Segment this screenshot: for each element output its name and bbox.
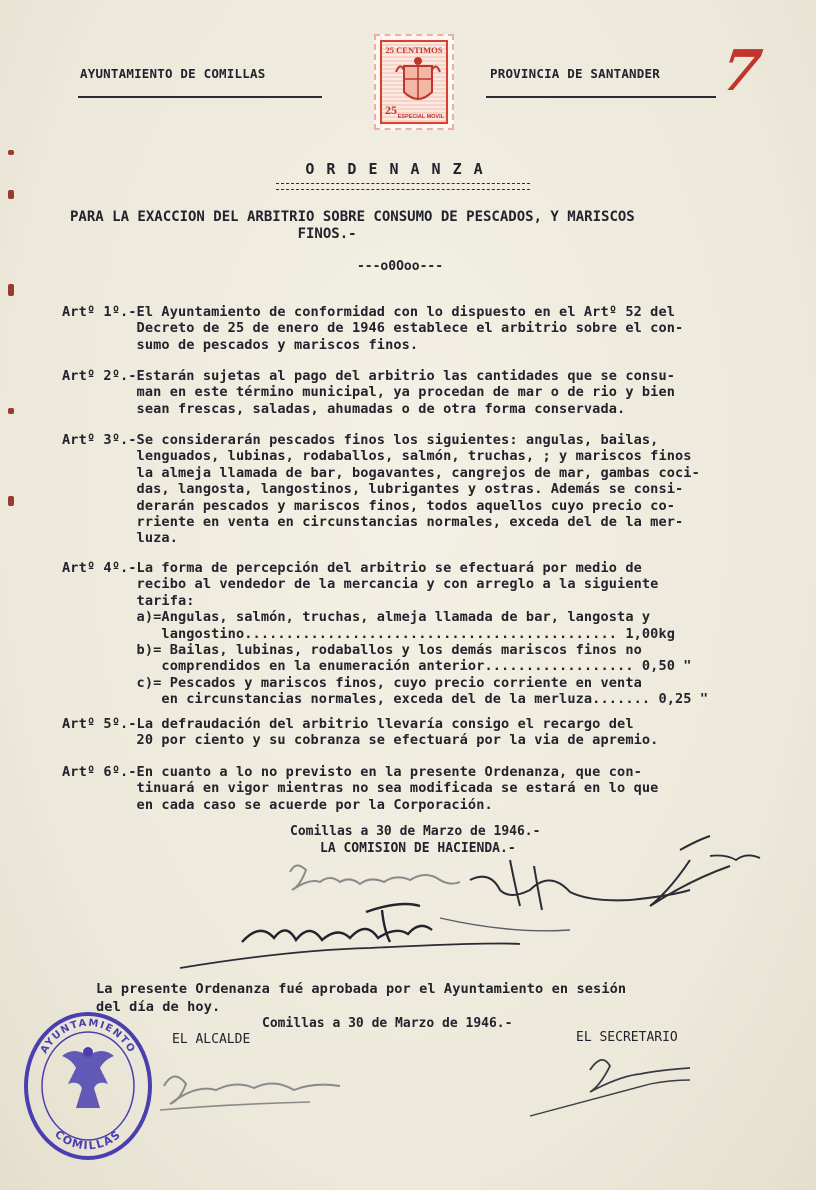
document-subtitle: PARA LA EXACCION DEL ARBITRIO SOBRE CONSUMO DE PESCADOS, Y MARISCOS FINOS.- (70, 209, 635, 242)
header-rule-right (486, 96, 716, 98)
margin-mark (8, 496, 14, 506)
article-2: Artº 2º.-Estarán sujetas al pago del arbitrio las cantidades que se consu- man en este término municipal, ya procedan de mar o de rio y bien sean frescas, saladas, ahumadas o de otra forma conservada. (62, 368, 676, 417)
eagle-seal-icon (20, 1008, 156, 1164)
commission-label: LA COMISION DE HACIENDA.- (320, 841, 516, 856)
margin-mark (8, 284, 14, 296)
approval-text: La presente Ordenanza fué aprobada por el Ayuntamiento en sesión del día de hoy. (96, 981, 627, 1015)
article-6: Artº 6º.-En cuanto a lo no previsto en la presente Ordenanza, que con- tinuará en vigor mientras no sea modificada se estará en lo que en cada caso se acuerde por la Corporación. (62, 764, 659, 813)
revenue-stamp-body (380, 40, 448, 124)
municipality-header: AYUNTAMIENTO DE COMILLAS (80, 66, 266, 81)
secretary-label: EL SECRETARIO (576, 1030, 678, 1045)
margin-mark (8, 408, 14, 414)
article-3: Artº 3º.-Se considerarán pescados finos los siguientes: angulas, bailas, lenguados, lubinas, rodaballos, salmón, truchas, ; y mariscos finos la almeja llamada de bar, bogavantes, cangrejos de mar, gambas coci- das, langosta, langostinos, lubrigantes y ostras. Además se consi- derarán pescados y mariscos finos, todos aquellos cuyo precio co- rriente en venta en circunstancias normales, exceda del de la mer- luza. (62, 432, 700, 547)
municipal-seal (20, 1008, 156, 1164)
officials-signatures (150, 1040, 800, 1130)
approval-place-date: Comillas a 30 de Marzo de 1946.- (262, 1016, 513, 1031)
svg-text:COMILLAS (52, 1128, 124, 1153)
mayor-label: EL ALCALDE (172, 1032, 251, 1047)
stamp-value: 25 (385, 103, 397, 117)
header-rule-left (78, 96, 322, 98)
page-number: 7 (717, 38, 766, 104)
article-5: Artº 5º.-La defraudación del arbitrio llevaría consigo el recargo del 20 por ciento y su cobranza se efectuará por la via de apremio. (62, 716, 659, 749)
province-header: PROVINCIA DE SANTANDER (490, 66, 660, 81)
stamp-series: ESPECIAL MOVIL (397, 114, 444, 120)
commission-signatures (170, 830, 770, 980)
article-4: Artº 4º.-La forma de percepción del arbitrio se efectuará por medio de recibo al vendedor de la mercancia y con arreglo a la siguiente tarifa: a)=Angulas, salmón, truchas, almeja llamada de bar, langosta y langostino............................................. 1,00kg b)= Bailas, lubinas, rodaballos y los demás mariscos finos no comprendidos en la enumeración anterior.................. 0,50 " c)= Pescados y mariscos finos, cuyo precio corriente en venta en circunstancias normales, exceda del de la merluza....... 0,25 " (62, 560, 709, 708)
closing-place-date: Comillas a 30 de Marzo de 1946.- (290, 824, 541, 839)
section-divider: ---o0Ooo--- (356, 259, 444, 274)
document-title: ORDENANZA (305, 160, 495, 178)
margin-mark (8, 190, 14, 199)
seal-bottom-text: COMILLAS (52, 1127, 124, 1153)
stamp-denomination: 25 CENTIMOS (385, 45, 443, 55)
margin-mark (8, 150, 14, 155)
revenue-stamp (374, 34, 454, 130)
title-underline (276, 183, 530, 190)
seal-top-text: AYUNTAMIENTO (38, 1017, 138, 1056)
article-1: Artº 1º.-El Ayuntamiento de conformidad con lo dispuesto en el Artº 52 del Decreto de 25 de enero de 1946 establece el arbitrio sobre el con- sumo de pescados y mariscos finos. (62, 304, 684, 353)
